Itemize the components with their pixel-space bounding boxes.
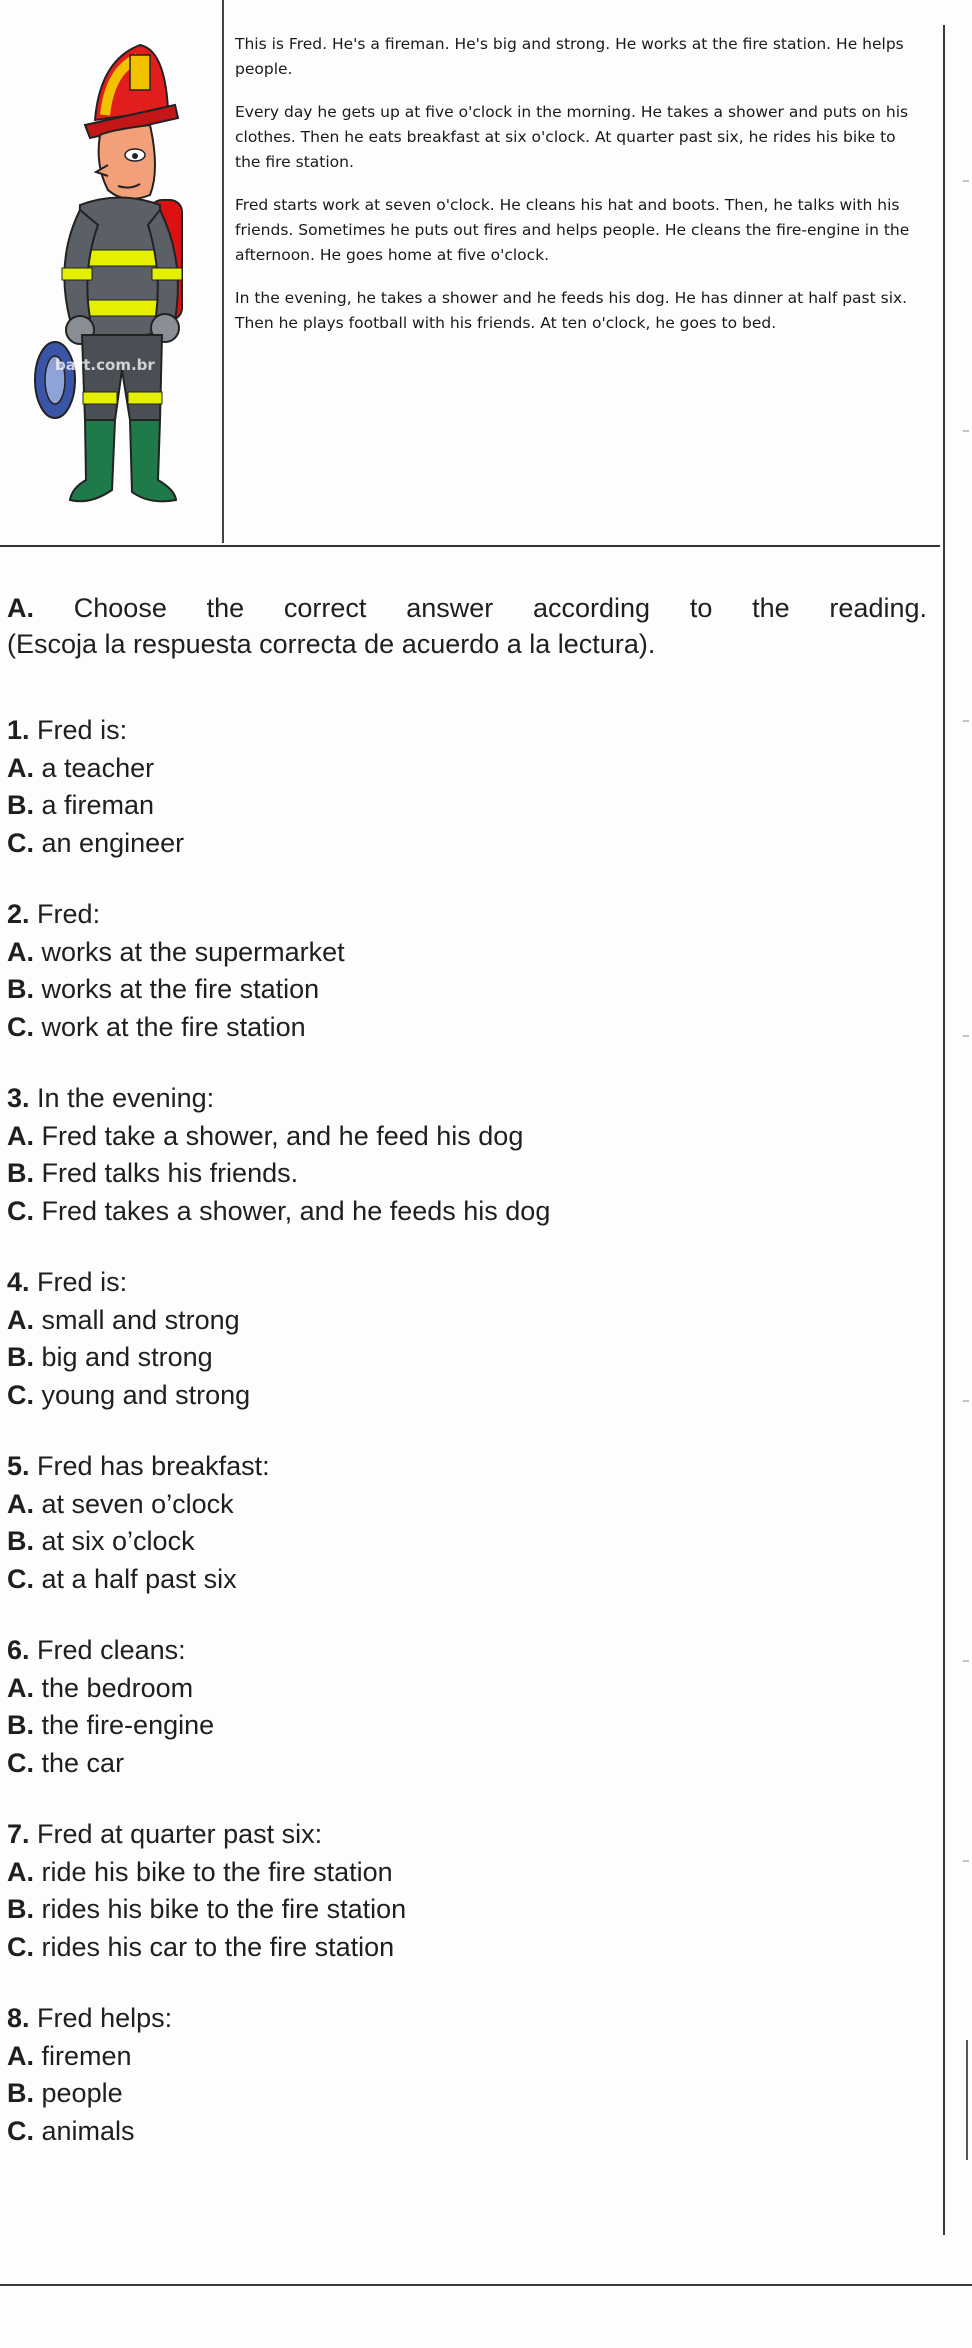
answer-option[interactable] [7,2038,927,2076]
answer-option[interactable] [7,934,927,972]
reading-section [0,0,940,547]
question-stem [7,1080,927,1118]
instructions [7,590,927,662]
option-text: Fred take a shower, and he feed his dog [41,1120,524,1151]
paragraph-3: Fred starts work at seven o'clock. He cleans his hat and boots. Then, he talks with his friends. Sometimes he puts out fires and helps people. He cleans the fire-engine in the afternoon. He goes home at five o'clock. [235,196,910,264]
option-text: animals [41,2115,135,2146]
option-letter: C. [7,2115,34,2146]
question-text: In the evening: [37,1083,215,1113]
option-letter: A. [7,752,34,783]
option-text: young and strong [41,1379,251,1410]
answer-option[interactable] [7,1302,927,1340]
option-text: an engineer [41,827,185,858]
scan-tick [963,720,969,722]
option-text: work at the fire station [41,1011,306,1042]
option-text: rides his car to the fire station [41,1931,395,1962]
scan-tick [963,180,969,182]
option-letter: A. [7,2040,34,2071]
scan-tick [963,1400,969,1402]
answer-option[interactable] [7,1486,927,1524]
instructions-letter: A. [7,593,34,623]
option-letter: B. [7,1526,34,1556]
option-letter: A. [7,1120,34,1151]
option-letter: B. [7,974,34,1004]
question-text: Fred cleans: [37,1635,186,1665]
option-text: the fire-engine [41,1710,215,1740]
option-text: a teacher [41,752,155,783]
question-text: Fred is: [37,715,128,745]
option-text: the bedroom [41,1672,194,1703]
paragraph-4: In the evening, he takes a shower and he feeds his dog. He has dinner at half past six. Then he plays football with his friends. At ten o'clock, he goes to bed. [235,289,908,332]
question-4 [7,1264,927,1414]
edge-mark [966,2040,968,2160]
question-stem [7,896,927,934]
option-text: works at the supermarket [41,936,345,967]
scan-tick [963,1860,969,1862]
question-stem [7,1264,927,1302]
answer-option[interactable] [7,1929,927,1967]
answer-option[interactable] [7,750,927,788]
answer-option[interactable] [7,825,927,863]
question-stem [7,1816,927,1854]
question-text: Fred: [37,899,101,929]
question-stem [7,1448,927,1486]
option-text: Fred talks his friends. [41,1158,299,1188]
question-2 [7,896,927,1046]
answer-option[interactable] [7,1745,927,1783]
option-text: rides his bike to the fire station [41,1894,407,1924]
option-letter: A. [7,1856,34,1887]
reading-passage [235,32,925,354]
question-number: 5. [7,1451,30,1481]
question-number: 7. [7,1819,30,1849]
option-text: people [41,2078,123,2108]
bottom-border-line [0,2284,972,2286]
option-text: a fireman [41,790,155,820]
option-text: ride his bike to the fire station [41,1856,393,1887]
option-text: at six o’clock [41,1526,195,1556]
answer-option[interactable] [7,1377,927,1415]
answer-option[interactable] [7,971,927,1009]
option-letter: C. [7,1379,34,1410]
option-letter: B. [7,790,34,820]
option-text: Fred takes a shower, and he feeds his dog [41,1195,551,1226]
answer-option[interactable] [7,1670,927,1708]
question-number: 2. [7,899,30,929]
answer-option[interactable] [7,1854,927,1892]
question-8 [7,2000,927,2150]
question-text: Fred helps: [37,2003,173,2033]
option-letter: A. [7,1488,34,1519]
question-number: 6. [7,1635,30,1665]
option-text: at seven o’clock [41,1488,234,1519]
question-stem [7,1632,927,1670]
option-letter: B. [7,1894,34,1924]
watermark: bart.com.br [55,356,155,374]
option-letter: C. [7,1563,34,1594]
answer-option[interactable] [7,2113,927,2151]
question-text: Fred at quarter past six: [37,1819,323,1849]
option-text: the car [41,1747,125,1778]
option-letter: C. [7,1195,34,1226]
option-letter: C. [7,827,34,858]
instructions-line-2: (Escoja la respuesta correcta de acuerdo a la lectura). [7,629,656,659]
answer-option[interactable] [7,1009,927,1047]
question-number: 4. [7,1267,30,1297]
answer-option[interactable] [7,1193,927,1231]
option-text: big and strong [41,1342,213,1372]
option-letter: B. [7,2078,34,2108]
answer-option[interactable] [7,2075,927,2113]
answer-option[interactable] [7,1707,927,1745]
option-letter: C. [7,1931,34,1962]
question-text: Fred has breakfast: [37,1451,270,1481]
question-6 [7,1632,927,1782]
question-3 [7,1080,927,1230]
answer-option[interactable] [7,1523,927,1561]
option-letter: C. [7,1747,34,1778]
option-text: small and strong [41,1304,240,1335]
option-letter: B. [7,1342,34,1372]
question-stem [7,712,927,750]
answer-option[interactable] [7,1118,927,1156]
paragraph-2: Every day he gets up at five o'clock in the morning. He takes a shower and puts on his clothes. Then he eats breakfast at six o'clock. At quarter past six, he rides his bike to the fire station. [235,103,909,171]
scan-tick [963,430,969,432]
option-letter: A. [7,1672,34,1703]
question-text: Fred is: [37,1267,128,1297]
question-number: 3. [7,1083,30,1113]
question-1 [7,712,927,862]
question-stem [7,2000,927,2038]
option-letter: B. [7,1710,34,1740]
answer-option[interactable] [7,1891,927,1929]
instructions-line-1 [7,590,927,626]
paragraph-1: This is Fred. He's a fireman. He's big and strong. He works at the fire station. He helps people. [235,35,904,78]
option-letter: C. [7,1011,34,1042]
option-letter: B. [7,1158,34,1188]
question-number: 8. [7,2003,30,2033]
question-5 [7,1448,927,1598]
scan-tick [963,1660,969,1662]
scan-tick [963,1035,969,1037]
answer-option[interactable] [7,1339,927,1377]
option-text: firemen [41,2040,132,2071]
option-text: at a half past six [41,1563,237,1594]
answer-option[interactable] [7,787,927,825]
option-letter: A. [7,1304,34,1335]
option-letter: A. [7,936,34,967]
question-number: 1. [7,715,30,745]
answer-option[interactable] [7,1155,927,1193]
fireman-illustration [0,0,224,543]
fireman-icon [0,0,222,543]
instructions-text: Choose the correct answer according to the reading. [73,593,927,623]
option-text: works at the fire station [41,974,320,1004]
questions-list [7,712,927,2184]
answer-option[interactable] [7,1561,927,1599]
right-border-line [943,25,945,2235]
question-7 [7,1816,927,1966]
